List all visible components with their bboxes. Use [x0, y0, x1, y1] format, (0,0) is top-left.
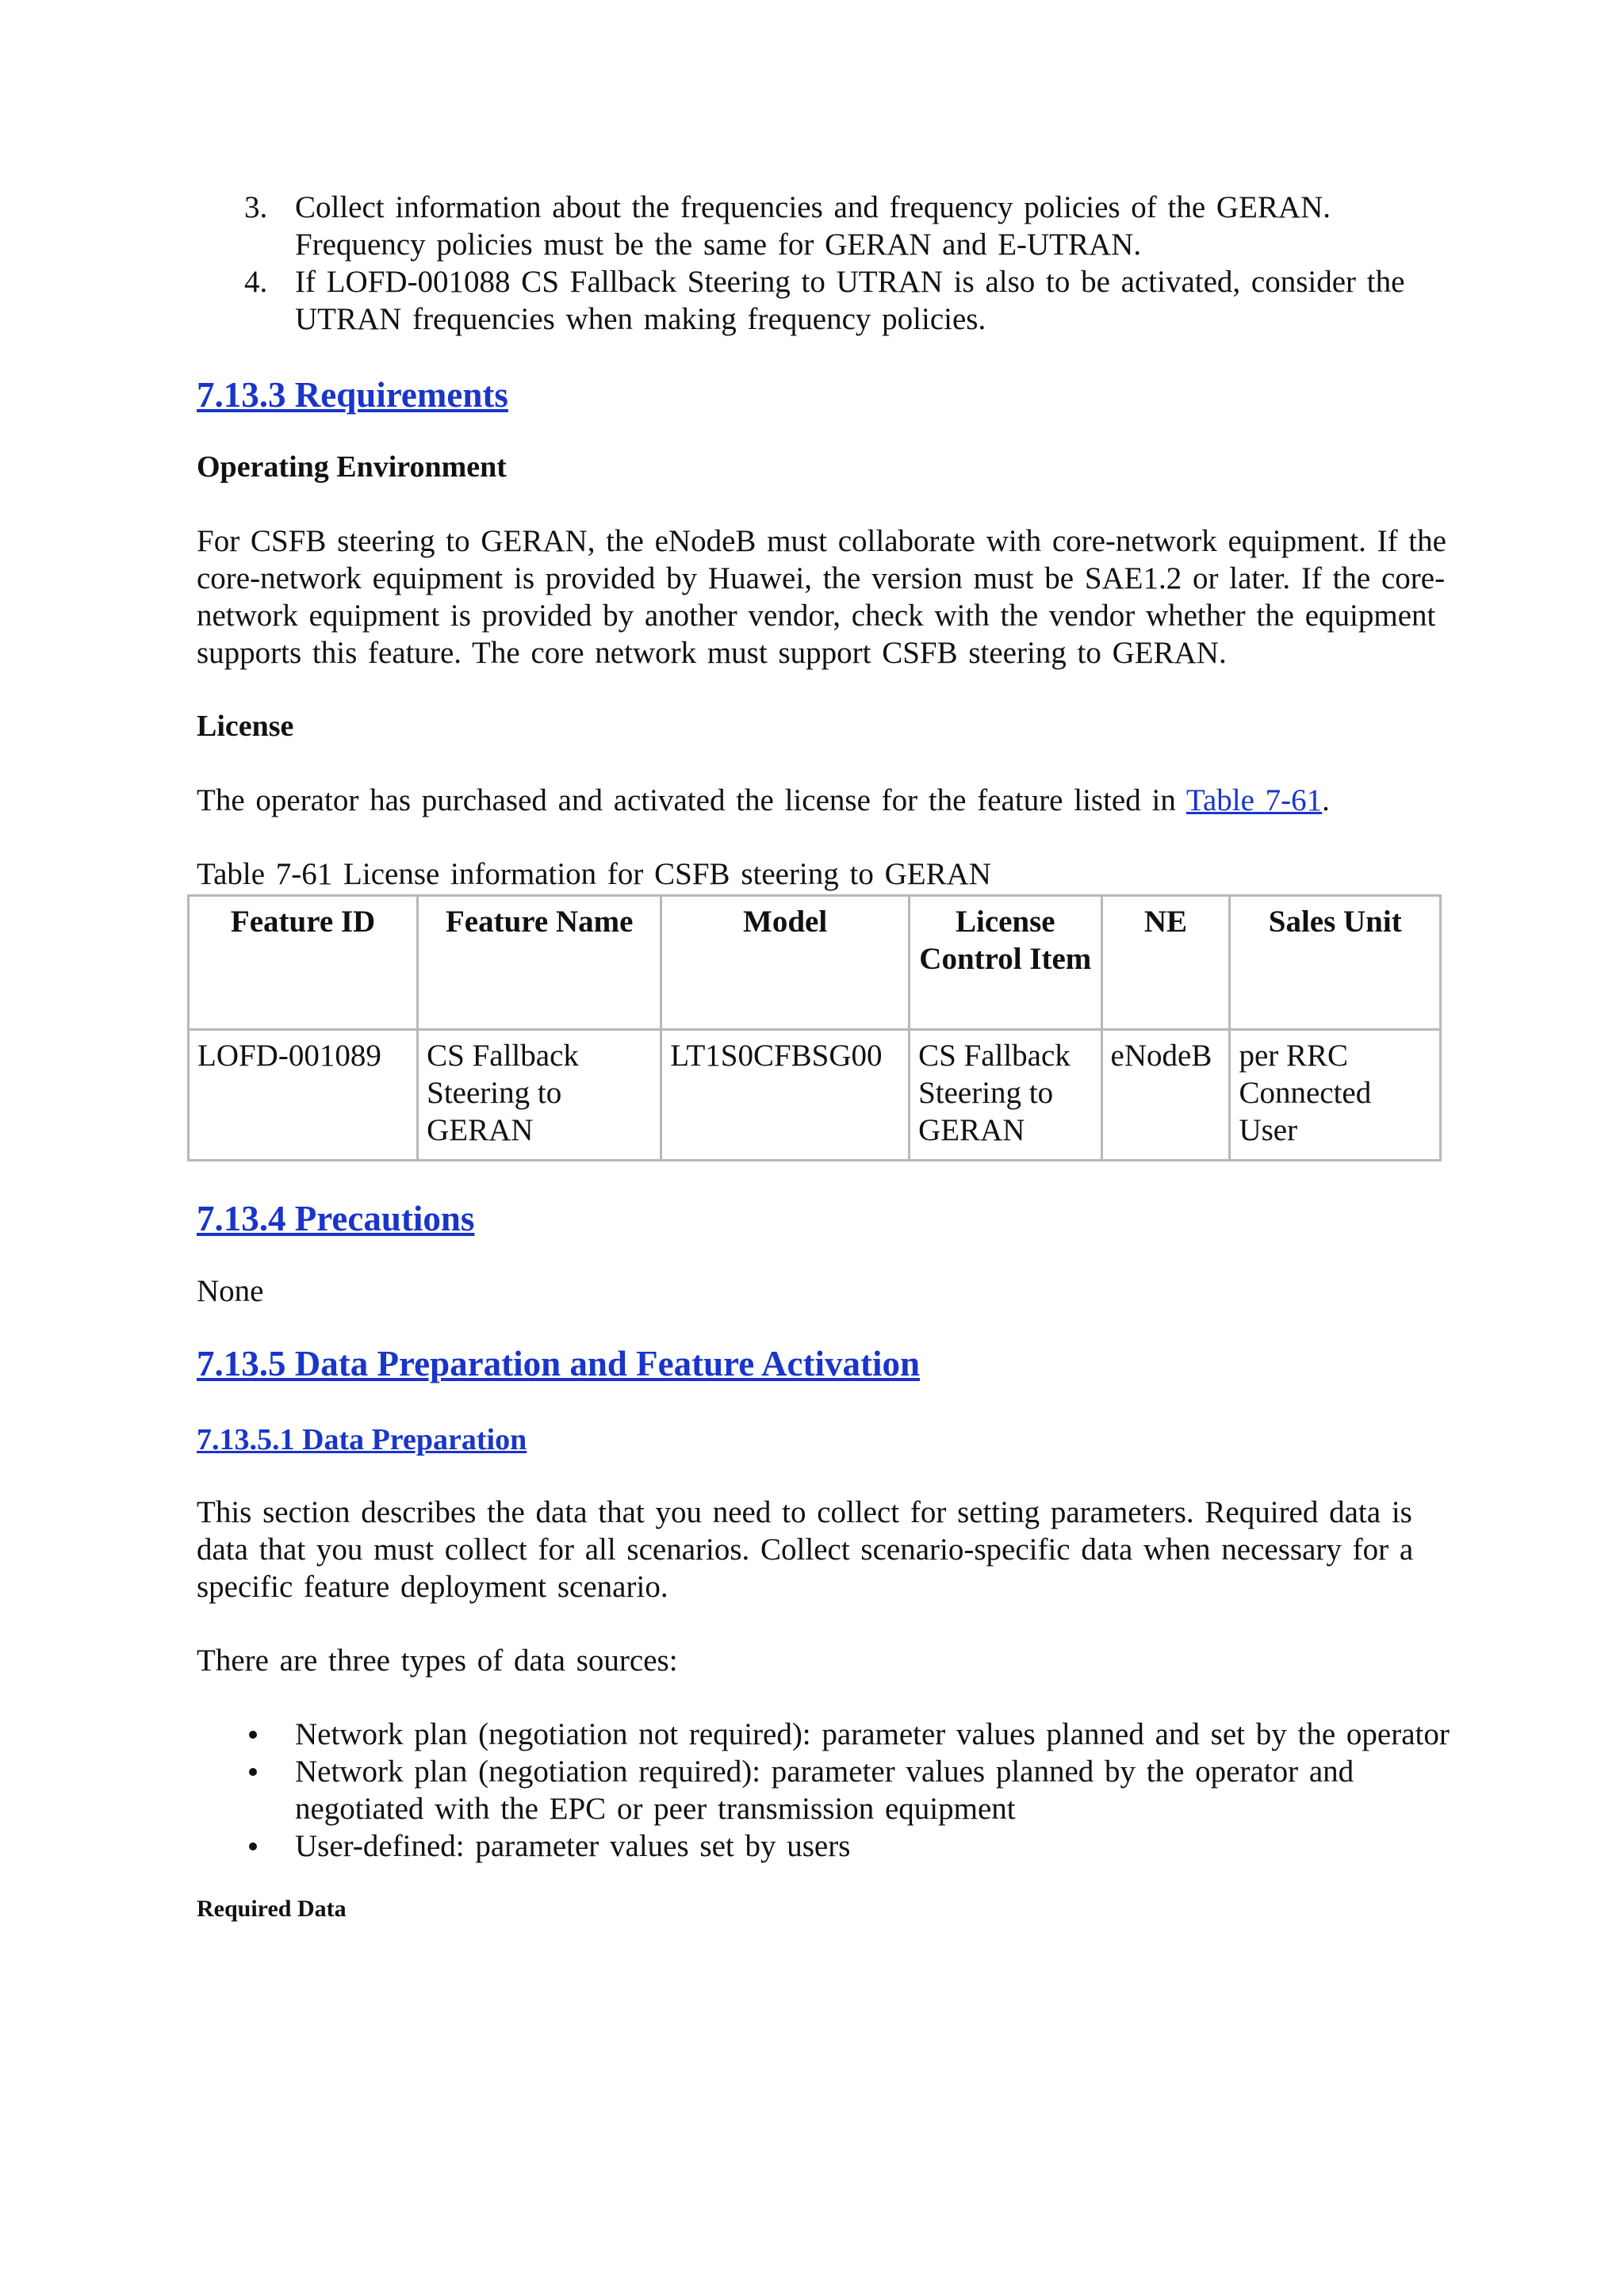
heading-link-precautions[interactable]: 7.13.4 Precautions [197, 1199, 475, 1238]
table-row [189, 1030, 1441, 1161]
step-number: 3. [244, 190, 268, 224]
list-item [197, 189, 1450, 263]
cell-feature-name: CS Fallback Steering to GERAN [418, 1030, 661, 1161]
list-item-text: Network plan (negotiation required): parameter values planned by the operator and negotiated with the EPC or peer transmission equipment [295, 1755, 1354, 1826]
section-heading-data-preparation-activation [197, 1341, 1450, 1386]
license-paragraph [197, 782, 1450, 819]
cell-ne: eNodeB [1101, 1030, 1230, 1161]
cell-sales-unit: per RRC Connected User [1230, 1030, 1441, 1161]
list-item-text: User-defined: parameter values set by users [295, 1829, 851, 1863]
data-sources-list [197, 1716, 1450, 1865]
document-page [197, 189, 1450, 1925]
table-7-61-link[interactable]: Table 7-61 [1185, 783, 1323, 817]
step-text: If LOFD-001088 CS Fallback Steering to UTRAN is also to be activated, consider the UTRAN frequencies when making frequency policies. [295, 265, 1405, 336]
cell-model: LT1S0CFBSG00 [661, 1030, 910, 1161]
precautions-text: None [197, 1274, 264, 1308]
bullet-icon [249, 1731, 257, 1739]
steps-list [197, 189, 1450, 338]
column-header-sales-unit: Sales Unit [1230, 896, 1441, 1030]
table-header-row [189, 896, 1441, 1030]
license-text-before: The operator has purchased and activated the license for the feature listed in [197, 783, 1186, 817]
list-item [197, 1716, 1450, 1753]
bullet-icon [249, 1768, 257, 1776]
list-item [197, 1753, 1450, 1827]
list-item [197, 1827, 1450, 1865]
section-heading-requirements [197, 373, 1450, 417]
step-number: 4. [244, 265, 268, 299]
license-table [187, 894, 1442, 1161]
section-heading-precautions [197, 1196, 1450, 1241]
column-header-ne: NE [1101, 896, 1230, 1030]
table-caption: Table 7-61 License information for CSFB steering to GERAN [197, 857, 991, 891]
column-header-feature-id: Feature ID [189, 896, 418, 1030]
column-header-model: Model [661, 896, 910, 1030]
subsection-heading-data-preparation [197, 1421, 1450, 1459]
column-header-feature-name: Feature Name [418, 896, 661, 1030]
bullet-icon [249, 1843, 257, 1850]
operating-environment-text: For CSFB steering to GERAN, the eNodeB must collaborate with core-network equipment. If the core-network equipment is provided by Huawei, the version must be SAE1.2 or later. If the core-network equipment is provided by another vendor, check with the vendor whether the equipment supports this feature. The core network must support CSFB steering to GERAN. [197, 524, 1446, 670]
license-title: License [197, 710, 294, 743]
heading-link-data-preparation[interactable]: 7.13.5.1 Data Preparation [197, 1423, 527, 1456]
license-text-after: . [1322, 783, 1330, 817]
list-item-text: Network plan (negotiation not required): parameter values planned and set by the operator [295, 1717, 1450, 1751]
heading-link-requirements[interactable]: 7.13.3 Requirements [197, 375, 508, 415]
required-data-label: Required Data [197, 1896, 347, 1922]
cell-feature-id: LOFD-001089 [189, 1030, 418, 1161]
column-header-license-control-item: License Control Item [910, 896, 1101, 1030]
step-text: Collect information about the frequencies and frequency policies of the GERAN. Frequency policies must be the same for GERAN and E-UTRAN. [295, 190, 1331, 262]
data-sources-intro: There are three types of data sources: [197, 1644, 678, 1678]
operating-environment-title: Operating Environment [197, 450, 507, 484]
data-preparation-intro: This section describes the data that you need to collect for setting parameters. Required data is data that you must collect for all scenarios. Collect scenario-specific data when necessary for a specific feature deployment scenario. [197, 1495, 1414, 1604]
list-item [197, 263, 1450, 338]
cell-license-control-item: CS Fallback Steering to GERAN [910, 1030, 1101, 1161]
heading-link-data-preparation-activation[interactable]: 7.13.5 Data Preparation and Feature Activation [197, 1344, 921, 1383]
